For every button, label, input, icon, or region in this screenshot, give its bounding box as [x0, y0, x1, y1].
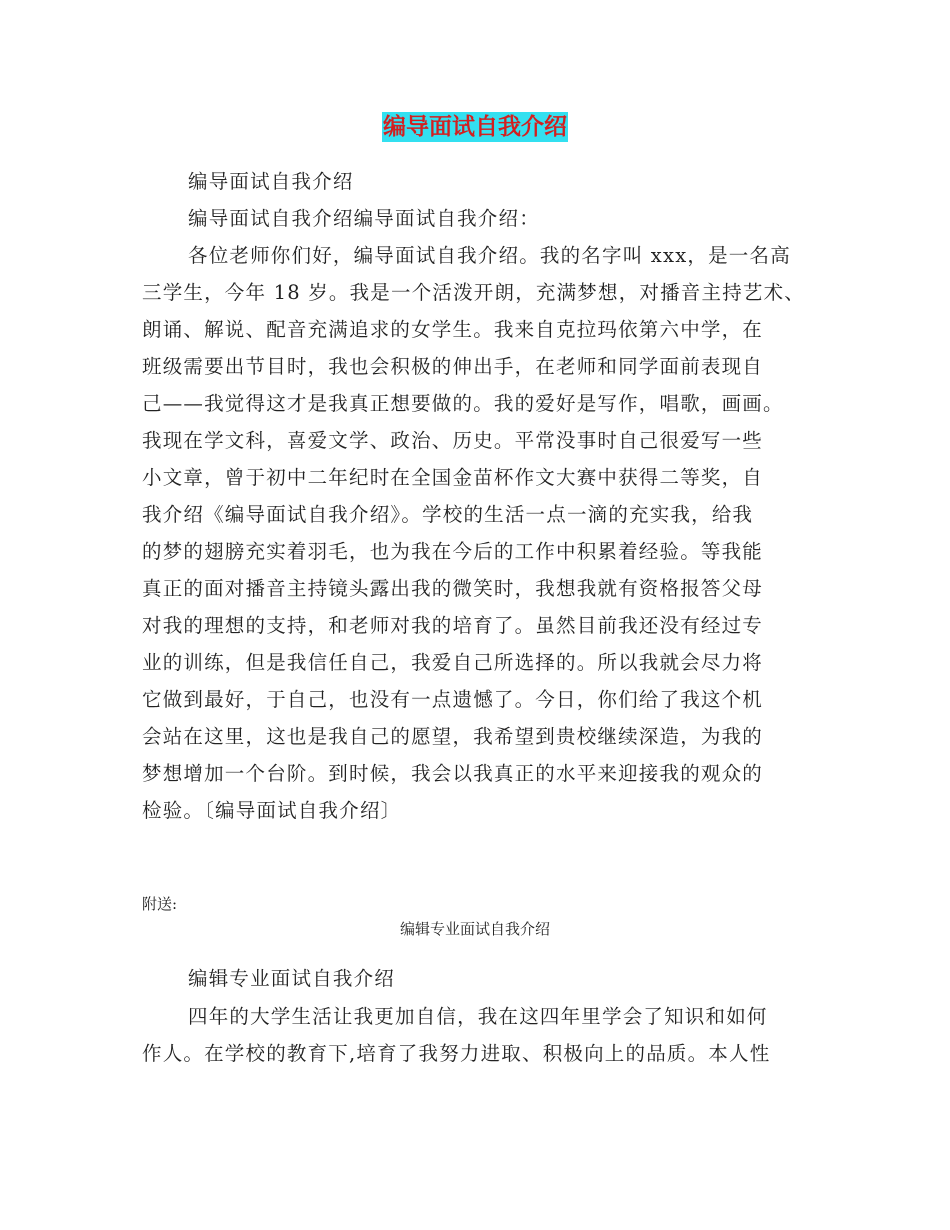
attachment-label: 附送: [142, 895, 178, 913]
section-intro: 编导面试自我介绍编导面试自我介绍： [188, 207, 540, 230]
paragraph-line: 真正的面对播音主持镜头露出我的微笑时，我想我就有资格报答父母 [142, 577, 764, 600]
paragraph-line: 班级需要出节目时，我也会积极的伸出手，在老师和同学面前表现自 [142, 355, 764, 378]
title-container [0, 112, 950, 142]
document-title: 编导面试自我介绍 [383, 113, 567, 140]
paragraph-line: 检验。〔编导面试自我介绍〕 [142, 799, 402, 822]
paragraph-line: 各位老师你们好，编导面试自我介绍。我的名字叫 xxx，是一名高 [188, 244, 791, 267]
paragraph-line: 对我的理想的支持，和老师对我的培育了。虽然目前我还没有经过专 [142, 614, 764, 637]
paragraph-line: 作人。在学校的教育下,培育了我努力进取、积极向上的品质。本人性 [142, 1042, 771, 1065]
section2-heading: 编辑专业面试自我介绍 [188, 967, 396, 990]
paragraph-line: 它做到最好，于自己，也没有一点遗憾了。今日，你们给了我这个机 [142, 688, 764, 711]
paragraph-line: 三学生，今年 18 岁。我是一个活泼开朗，充满梦想，对播音主持艺术、 [142, 281, 806, 304]
section-heading: 编导面试自我介绍 [188, 170, 354, 193]
paragraph-line: 业的训练，但是我信任自己，我爱自己所选择的。所以我就会尽力将 [142, 651, 764, 674]
section2-subtitle: 编辑专业面试自我介绍 [399, 920, 550, 938]
paragraph-line: 会站在这里，这也是我自己的愿望，我希望到贵校继续深造，为我的 [142, 725, 764, 748]
paragraph-line: 我现在学文科，喜爱文学、政治、历史。平常没事时自己很爱写一些 [142, 429, 764, 452]
paragraph-line: 的梦的翅膀充实着羽毛，也为我在今后的工作中积累着经验。等我能 [142, 540, 764, 563]
subtitle-container [0, 918, 950, 940]
paragraph-line: 四年的大学生活让我更加自信，我在这四年里学会了知识和如何 [188, 1005, 768, 1028]
paragraph-line: 朗诵、解说、配音充满追求的女学生。我来自克拉玛依第六中学，在 [142, 318, 764, 341]
paragraph-line: 梦想增加一个台阶。到时候，我会以我真正的水平来迎接我的观众的 [142, 762, 764, 785]
paragraph-line: 我介绍《编导面试自我介绍》。学校的生活一点一滴的充实我，给我 [142, 503, 754, 526]
paragraph-line: 己——我觉得这才是我真正想要做的。我的爱好是写作，唱歌，画画。 [142, 392, 784, 415]
paragraph-line: 小文章，曾于初中二年纪时在全国金苗杯作文大赛中获得二等奖，自 [142, 466, 764, 489]
